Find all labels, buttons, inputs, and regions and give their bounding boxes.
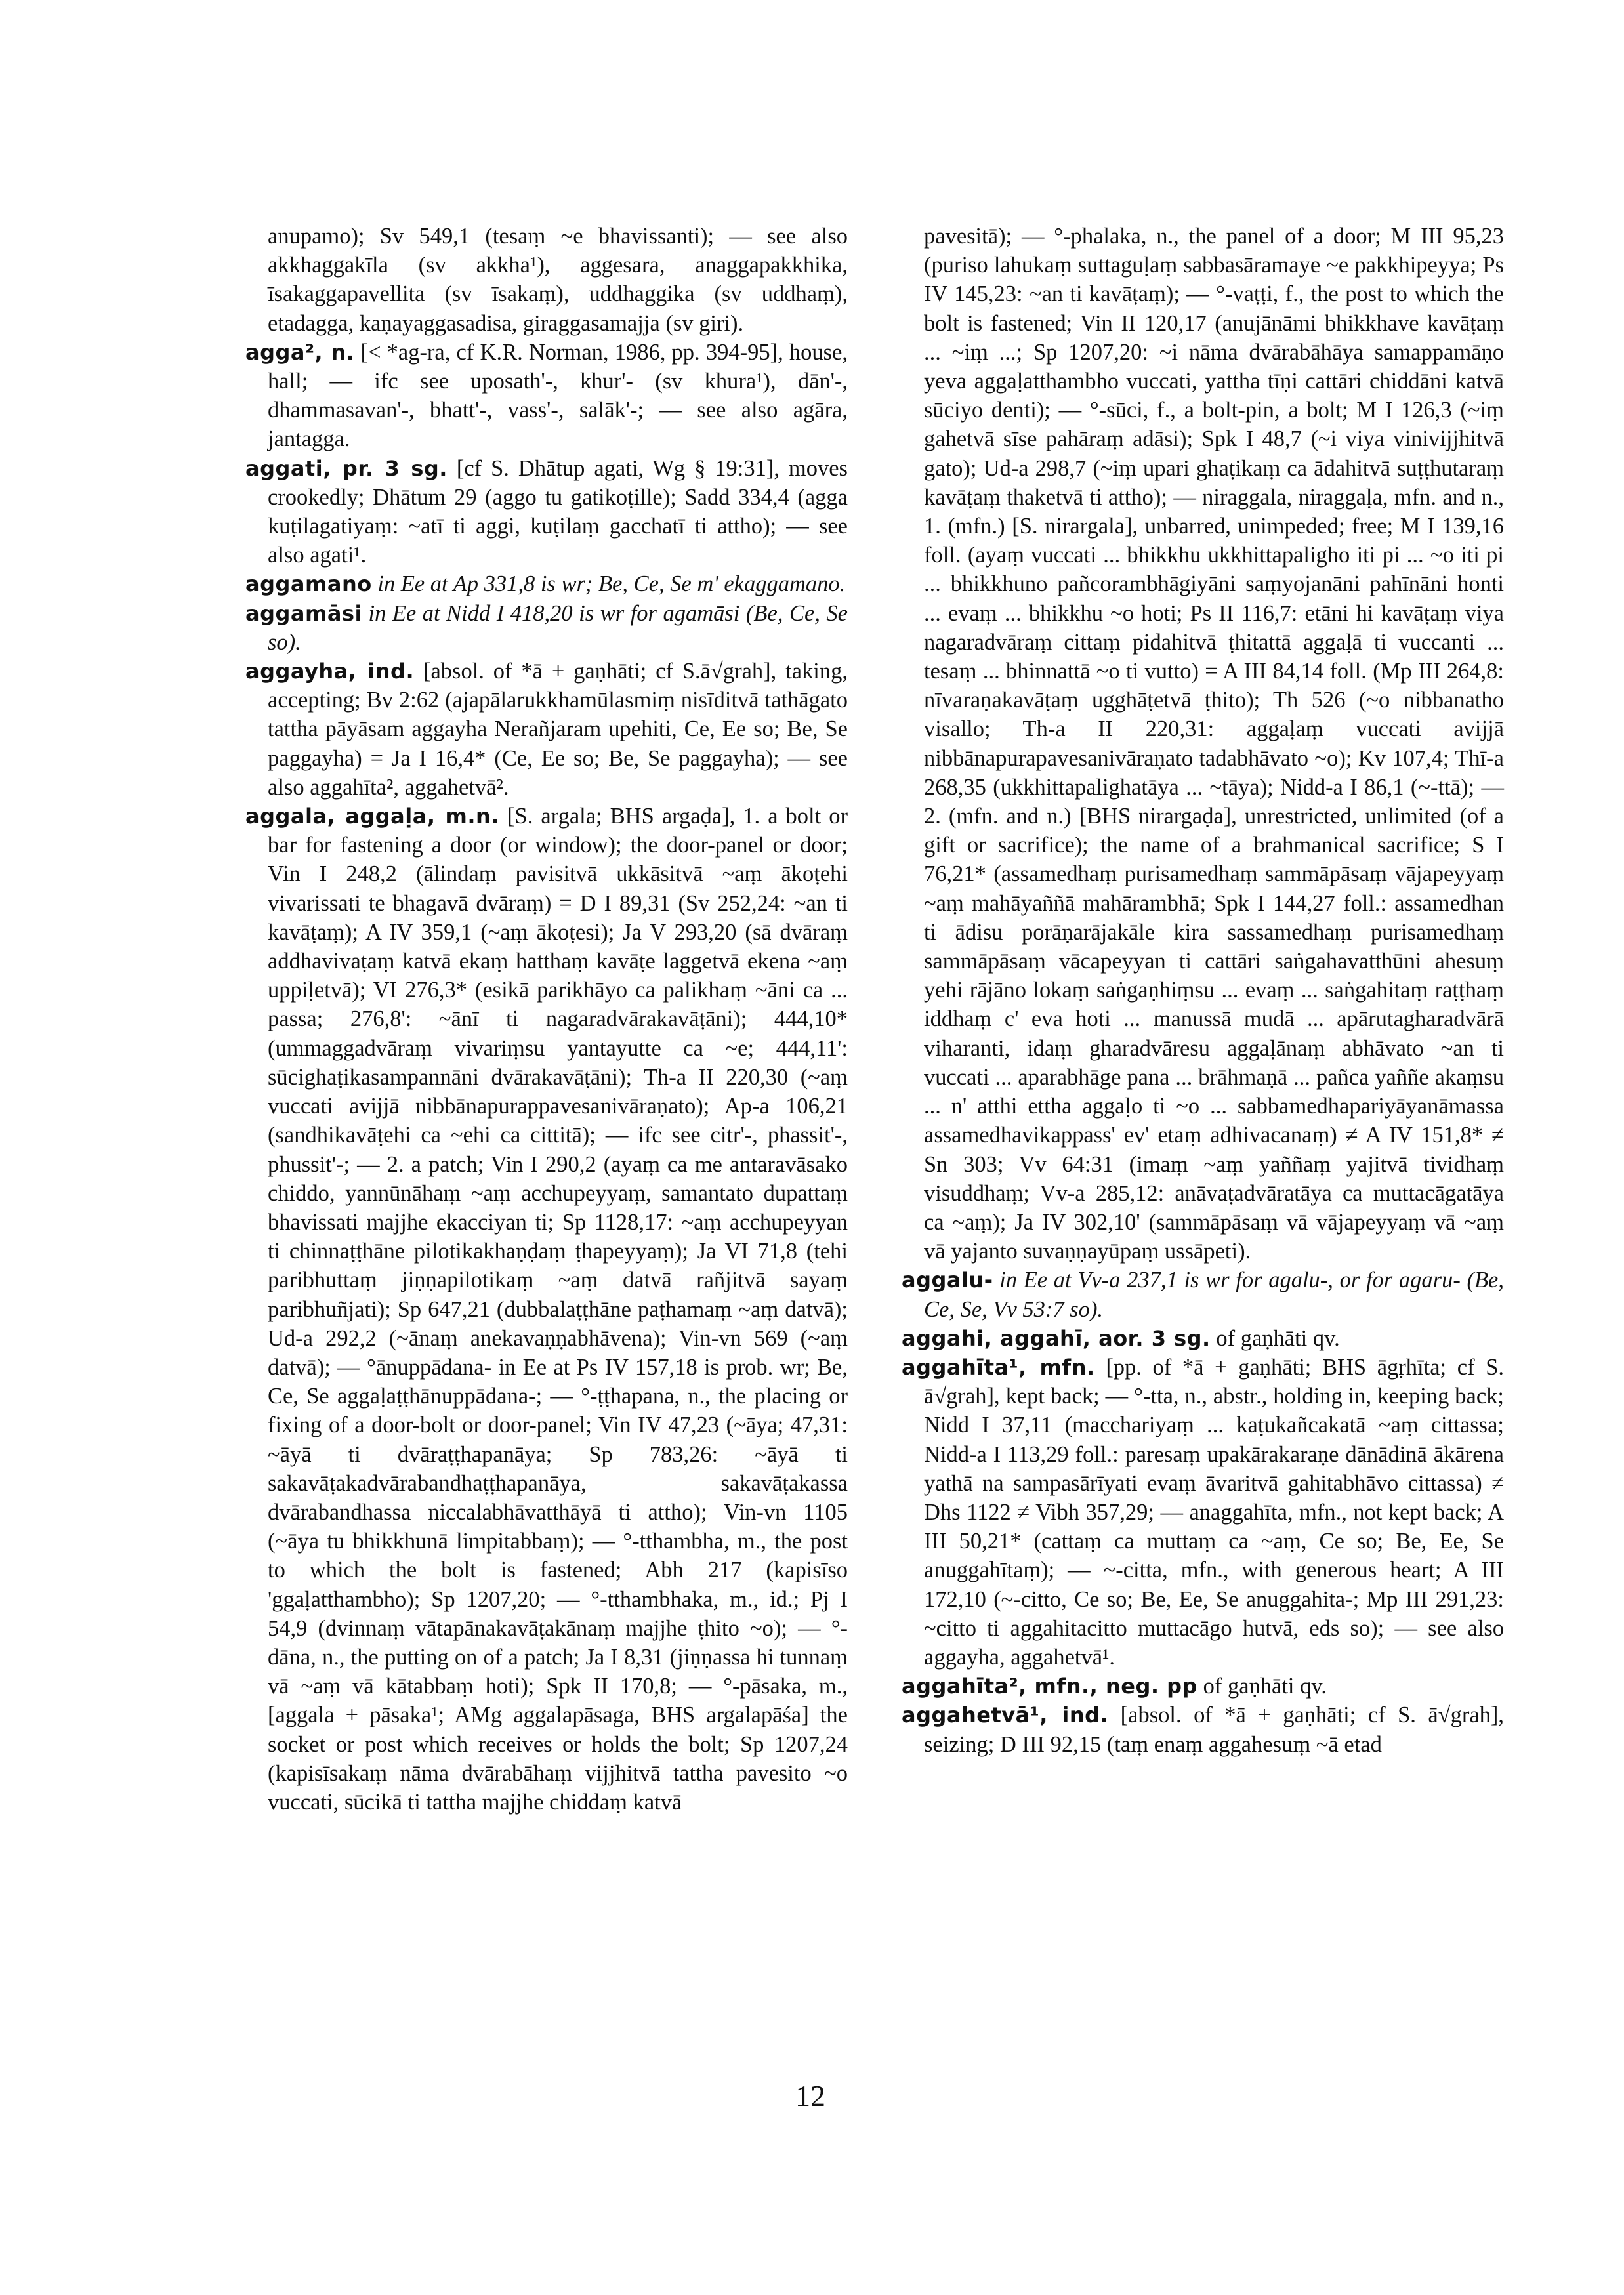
entry-aggahita1: aggahīta¹, mfn. [pp. of *ā + gaṇhāti; BHS āgṛhīta; cf S. ā√grah], kept back; — °-tta, n., abstr., holding in, keeping back; Nidd I 37,11 (macchariyaṃ ... kaṭukañcakatā ~aṃ cittassa; Nidd-a I 113,29 foll.: paresaṃ upakārakaraṇe dānādinā ākārena yathā na sampasārīyati evaṃ āvaritvā gahitabhāvo cittassa) ≠ Dhs 1122 ≠ Vibh 357,29; — anaggahīta, mfn., not kept back; A III 50,21* (cattaṃ ca muttaṃ ca ~aṃ, Ce so; Be, Ee, Se anuggahītaṃ); — ~-citta, mfn., with generous heart; A III 172,10 (~-citto, Ce so; Be, Ee, Se anuggahita-; Mp III 291,23: ~citto ti aggahitacitto muttacāgo hutvā, eds so); — see also aggayha, aggahetvā¹. bbox=[902, 1354, 1505, 1670]
headword: aggamano bbox=[245, 571, 372, 597]
headword: agga², n. bbox=[245, 339, 355, 365]
entry-aggati: aggati, pr. 3 sg. [cf S. Dhātup agati, Wg § 19:31], moves crookedly; Dhātum 29 (aggo tu gatikoṭille); Sadd 334,4 (agga kuṭilagatiyaṃ: ~atī ti aggi, kuṭilaṃ gacchatī ti attho); — see also agati¹. bbox=[245, 455, 848, 568]
entry-aggayha: aggayha, ind. [absol. of *ā + gaṇhāti; cf S.ā√grah], taking, accepting; Bv 2:62 (ajapālarukkhamūlasmiṃ nisīditvā tathāgato tattha pāyāsam aggayha Nerañjaram upehiti, Ce, Ee so; Be, Se paggayha) = Ja I 16,4* (Ce, Ee so; Be, Se paggayha); — see also aggahīta², aggahetvā². bbox=[245, 659, 848, 800]
entry-aggamasi: aggamāsi in Ee at Nidd I 418,20 is wr for agamāsi (Be, Ce, Se so). bbox=[245, 600, 848, 655]
headword: aggala, aggaḷa, m.n. bbox=[245, 804, 499, 829]
entry-aggahi: aggahi, aggahī, aor. 3 sg. of gaṇhāti qv. bbox=[902, 1325, 1340, 1351]
entry-aggala: aggala, aggaḷa, m.n. [S. argala; BHS argaḍa], 1. a bolt or bar for fastening a door (or window); the door-panel or door; Vin I 248,2 (ālindaṃ pavisitvā ukkāsitvā ~aṃ ākoṭehi vivarissati te bhagavā dvāraṃ) = D I 89,31 (Sv 252,24: ~an ti kavāṭaṃ); A IV 359,1 (~aṃ ākoṭesi); Ja V 293,20 (sā dvāraṃ addhavivaṭaṃ katvā ekaṃ hatthaṃ kavāṭe laggetvā ekena ~aṃ uppiḷetvā); VI 276,3* (esikā parikhāyo ca palikhaṃ ~āni ca ... passa; 276,8': ~ānī ti nagaradvārakavāṭāni); 444,10* (ummaggadvāraṃ vivariṃsu yantayutte ca ~e; 444,11': sūcighaṭikasampannāni dvārakavāṭāni); Th-a II 220,30 (~aṃ vuccati avijjā nibbānapurappavesanivāraṇato); Ap-a 106,21 (sandhikavāṭehi ca ~ehi ca cittitā); — ifc see citr'-, phassit'-, phussit'-; — 2. a patch; Vin I 290,2 (ayaṃ ca me antaravāsako chiddo, yannūnāhaṃ ~aṃ acchupeyyaṃ, samantato dupattaṃ bhavissati majjhe ekacciyan ti; Sp 1128,17: ~aṃ acchupeyyan ti chinnaṭṭhāne pilotikakhaṇḍaṃ ṭhapeyyaṃ); Ja VI 71,8 (tehi paribhuttaṃ jiṇṇapilotikaṃ ~aṃ datvā rañjitvā sayaṃ paribhuñjati); Sp 647,21 (dubbalaṭṭhāne paṭhamaṃ ~aṃ datvā); Ud-a 292,2 (~ānaṃ anekavaṇṇabhāvena); Vin-vn 569 (~aṃ datvā); — °ānuppādana- in Ee at Ps IV 157,18 is prob. wr; Be, Ce, Se aggaḷaṭṭhānuppādana-; — °-ṭṭhapana, n., the placing or fixing of a door-bolt or door-panel; Vin IV 47,23 (~āya; 47,31: ~āyā ti dvāraṭṭhapanāya; Sp 783,26: ~āyā ti sakavāṭakadvārabandhaṭṭhapanāya, sakavāṭakassa dvārabandhassa niccalabhāvatthāyā ti attho); Vin-vn 1105 (~āya tu bhikkhunā limpitabbaṃ); — °-tthambha, m., the post to which the bolt is fastened; Abh 217 (kapisīso 'ggaḷatthambho); Sp 1207,20; — °-tthambhaka, m., id.; Pj I 54,9 (dvinnaṃ vātapānakavāṭakānaṃ majjhe ṭhito ~o); — °-dāna, n., the putting on of a patch; Ja I 8,31 (jiṇṇassa hi tunnaṃ vā ~aṃ vā kātabbaṃ hoti); Spk II 170,8; — °-pāsaka, m., [aggala + pāsaka¹; AMg aggalapāsaga, BHS argalapāśa] the socket or post which receives or holds the bolt; Sp 1207,24 (kapisīsakaṃ nāma dvārabāhaṃ vijjhitvā tattha pavesito ~o vuccati, sūcikā ti tattha majjhe chiddaṃ katvā bbox=[245, 804, 848, 1815]
headword: aggati, pr. 3 sg. bbox=[245, 455, 448, 481]
headword: aggalu- bbox=[902, 1268, 993, 1293]
headword: aggahīta¹, mfn. bbox=[902, 1354, 1095, 1380]
headword: aggahīta², mfn., neg. pp bbox=[902, 1674, 1197, 1699]
entry-aggahita2: aggahīta², mfn., neg. pp of gaṇhāti qv. bbox=[902, 1674, 1327, 1699]
entry-continuation: anupamo); Sv 549,1 (tesaṃ ~e bhavissanti); — see also akkhaggakīla (sv akkha¹), aggesara, anaggapakkhika, īsakaggapavellita (sv īsakaṃ), uddhaggika (sv uddhaṃ), etadagga, kaṇayaggasadisa, giraggasamajja (sv giri). bbox=[268, 224, 848, 336]
right-column bbox=[902, 222, 1504, 1759]
headword: aggamāsi bbox=[245, 600, 362, 626]
entry-aggahetva1: aggahetvā¹, ind. [absol. of *ā + gaṇhāti; cf S. ā√grah], seizing; D III 92,15 (taṃ enaṃ aggahesuṃ ~ā etad bbox=[902, 1703, 1505, 1757]
entry-aggalu: aggalu- in Ee at Vv-a 237,1 is wr for agalu-, or for agaru- (Be, Ce, Se, Vv 53:7 so). bbox=[902, 1268, 1504, 1322]
entry-agga2: agga², n. [< *ag-ra, cf K.R. Norman, 1986, pp. 394-95], house, hall; — ifc see uposath'-, khur'- (sv khura¹), dān'-, dhammasavan'-, bhatt'-, vass'-, salāk'-; — see also agāra, jantagga. bbox=[245, 339, 848, 452]
headword: aggahetvā¹, ind. bbox=[902, 1703, 1109, 1728]
left-column bbox=[245, 222, 848, 1817]
headword: aggahi, aggahī, aor. 3 sg. bbox=[902, 1325, 1211, 1351]
headword: aggayha, ind. bbox=[245, 659, 415, 684]
entry-continuation: pavesitā); — °-phalaka, n., the panel of a door; M III 95,23 (puriso lahukaṃ suttaguḷaṃ sabbasāramaye ~e pakkhipeyya; Ps IV 145,23: ~an ti kavāṭaṃ); — °-vaṭṭi, f., the post to which the bolt is fastened; Vin II 120,17 (anujānāmi bhikkhave kavāṭaṃ ... ~iṃ ...; Sp 1207,20: ~i nāma dvārabāhāya samappamāṇo yeva aggaḷatthambho vuccati, yattha tīṇi cattāri chiddāni katvā sūciyo denti); — °-sūci, f., a bolt-pin, a bolt; M I 126,3 (~iṃ gahetvā sīse pahāraṃ adāsi); Spk I 48,7 (~i viya vinivijjhitvā gato); Ud-a 298,7 (~iṃ upari ghaṭikaṃ ca ādahitvā suṭṭhutaraṃ kavāṭaṃ thaketvā ti attho); — niraggala, niraggaḷa, mfn. and n., 1. (mfn.) [S. nirargala], unbarred, unimpeded; free; M I 139,16 foll. (ayaṃ vuccati ... bhikkhu ukkhittapaligho iti pi ... ~o iti pi ... bhikkhuno pañcorambhāgiyāni saṃyojanāni pahīnāni honti ... evaṃ ... bhikkhu ~o hoti; Ps II 116,7: etāni hi kavāṭaṃ viya nagaradvāraṃ cittaṃ pidahitvā ṭhitattā aggaḷā ti vuccanti ... tesaṃ ... bhinnattā ~o ti vutto) = A III 84,14 foll. (Mp III 264,8: nīvaraṇakavāṭaṃ ugghāṭetvā ṭhito); Th 526 (~o nibbanatho visallo; Th-a II 220,31: aggaḷaṃ vuccati avijjā nibbānapurapavesanivāraṇato tadabhāvato ~o); Kv 107,4; Thī-a 268,35 (ukkhittapalighatāya ... ~tāya); Nidd-a I 86,1 (~-ttā); — 2. (mfn. and n.) [BHS nirargaḍa], unrestricted, unlimited (of a gift or sacrifice); the name of a brahmanical sacrifice; S I 76,21* (assamedhaṃ purisamedhaṃ sammāpāsaṃ vājapeyyaṃ ~aṃ mahāyaññā mahārambhā; Spk I 144,27 foll.: assamedhan ti ādisu porāṇarājakāle kira sassamedhaṃ purisamedhaṃ sammāpāsaṃ vācapeyyan ti cattāri saṅgahavatthūni ahesuṃ yehi rājāno lokaṃ saṅgaṇhiṃsu ... evaṃ ... saṅgahitaṃ raṭṭhaṃ iddhaṃ c' eva hoti ... manussā mudā ... apārutagharadvārā viharanti, idaṃ gharadvāresu aggaḷānaṃ abhāvato ~an ti vuccati ... aparabhāge pana ... brāhmaṇā ... pañca yaññe akaṃsu ... n' atthi ettha aggaḷo ti ~o ... sabbamedhapariyāyanāmassa assamedhavikappass' ev' etaṃ adhivacanaṃ) ≠ A IV 151,8* ≠ Sn 303; Vv 64:31 (imaṃ ~aṃ yaññaṃ yajitvā tividhaṃ visuddhaṃ; Vv-a 285,12: anāvaṭadvāratāya ca muttacāgatāya ca ~aṃ); Ja IV 302,10' (sammāpāsaṃ vā vājapeyyaṃ vā ~aṃ vā yajanto suvaṇṇayūpaṃ ussāpeti). bbox=[924, 224, 1504, 1264]
page-number: 12 bbox=[795, 2079, 825, 2113]
entry-aggamano: aggamano in Ee at Ap 331,8 is wr; Be, Ce, Se m' ekaggamano. bbox=[245, 571, 846, 597]
